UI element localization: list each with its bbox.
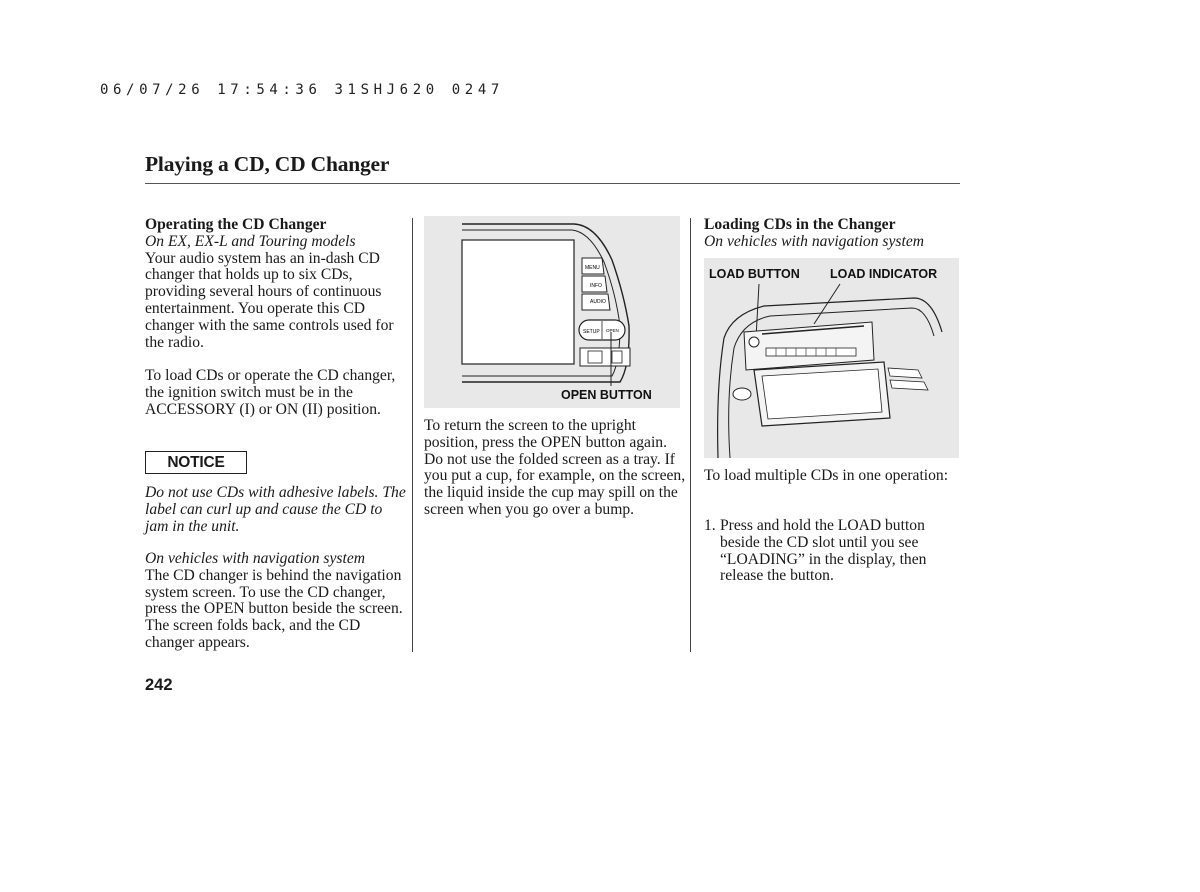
notice-text: Do not use CDs with adhesive labels. The label can curl up and cause the CD to jam in the unit. <box>145 484 406 535</box>
callout-line <box>814 284 840 324</box>
menu-label: MENU <box>585 265 600 271</box>
nav-note: On vehicles with navigation system <box>704 232 925 250</box>
setup-label: SETUP <box>583 329 600 335</box>
step-number: 1. <box>704 517 716 534</box>
setup-open-control <box>579 320 625 340</box>
callout-line <box>756 284 759 338</box>
section-heading: Loading CDs in the Changer <box>704 216 896 233</box>
audio-button <box>582 294 610 310</box>
audio-label: AUDIO <box>590 299 606 305</box>
right-intro: To load multiple CDs in one operation: <box>704 467 949 484</box>
body-paragraph: To load CDs or operate the CD changer, the ignition switch must be in the ACCESSORY (I) or ON (II) position. <box>145 367 396 418</box>
models-note: On EX, EX-L and Touring models <box>145 232 356 250</box>
info-button <box>582 276 607 292</box>
nav-section <box>145 551 407 652</box>
menu-button <box>582 258 604 274</box>
nav-unit-illustration <box>424 216 680 408</box>
section-heading: Operating the CD Changer <box>145 216 327 233</box>
cd-changer-illustration <box>704 258 959 458</box>
column-divider <box>412 218 413 652</box>
middle-paragraph: To return the screen to the upright position, press the OPEN button again. Do not use the folded screen as a tray. If you put a cup, for example, on the screen, the liquid inside the cup may spill on the screen when you go over a bump. <box>424 417 686 518</box>
print-stamp: 06/07/26 17:54:36 31SHJ620 0247 <box>100 82 504 98</box>
body-paragraph: The CD changer is behind the navigation system screen. To use the CD changer, press the OPEN button beside the screen. The screen folds back, and the CD changer appears. <box>145 566 403 651</box>
body-paragraph: Your audio system has an in-dash CD changer that holds up to six CDs, providing several hours of continuous entertainment. You operate this CD changer with the same controls used for the radio. <box>145 249 394 351</box>
cd-changer-unit <box>744 322 874 370</box>
open-button-figure <box>424 216 680 408</box>
step-list-item <box>704 518 960 585</box>
column-divider <box>690 218 691 652</box>
load-changer-figure <box>704 258 959 458</box>
notice-box: NOTICE <box>145 451 247 474</box>
title-rule <box>145 183 960 184</box>
page-number: 242 <box>145 676 173 694</box>
left-column <box>145 217 407 419</box>
folded-screen <box>754 362 890 426</box>
load-indicator-callout: LOAD INDICATOR <box>830 267 938 281</box>
open-button-callout: OPEN BUTTON <box>561 388 652 402</box>
nav-note: On vehicles with navigation system <box>145 550 366 567</box>
page-title: Playing a CD, CD Changer <box>145 152 390 176</box>
open-label: OPEN <box>606 328 619 333</box>
info-label: INFO <box>590 283 602 289</box>
load-button-callout: LOAD BUTTON <box>709 267 800 281</box>
right-column-header <box>704 217 960 251</box>
clock-display <box>580 348 630 366</box>
step-text: Press and hold the LOAD button beside the CD slot until you see “LOADING” in the display, then release the button. <box>720 517 927 585</box>
